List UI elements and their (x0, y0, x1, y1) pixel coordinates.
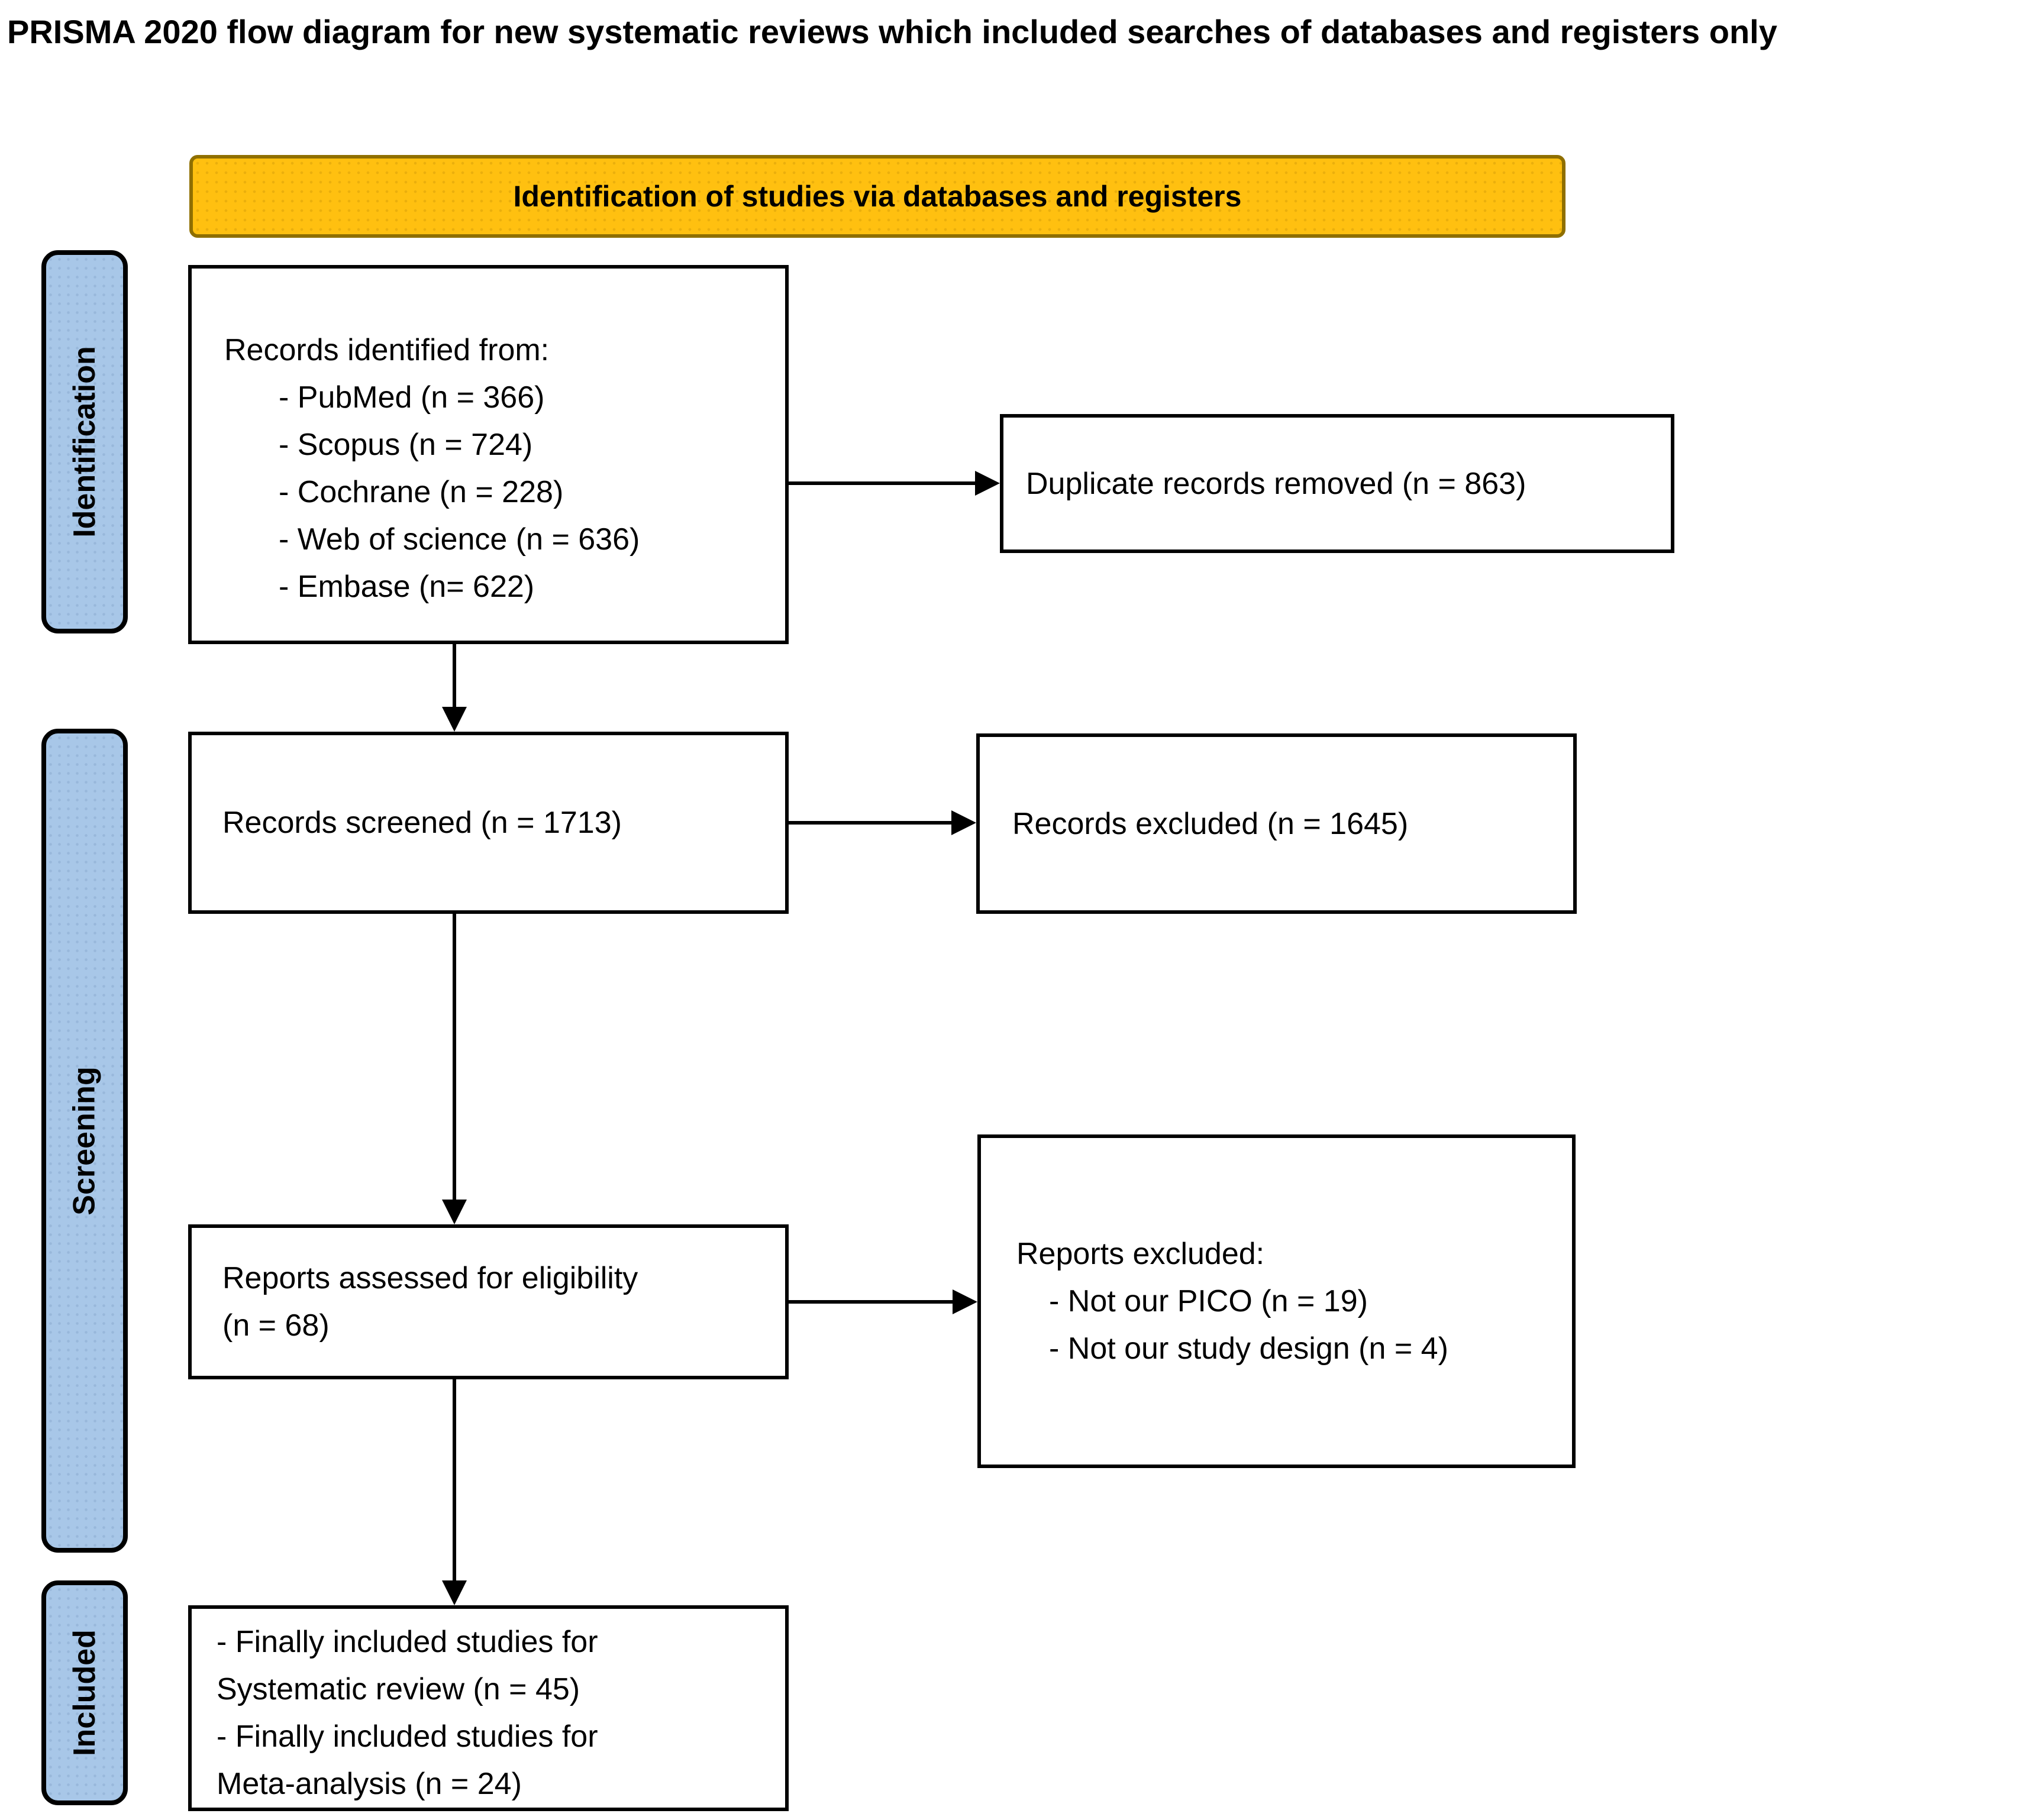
banner-identification-via-databases (189, 155, 1565, 238)
records-identified-item-wos: - Web of science (n = 636) (279, 522, 640, 557)
records-identified-item-cochrane: - Cochrane (n = 228) (279, 475, 564, 509)
banner-label: Identification of studies via databases and registers (513, 180, 1242, 213)
arrow-identified-to-duplicates-shaft (789, 481, 977, 485)
box-reports-assessed (188, 1224, 789, 1379)
included-studies-line-4: Meta-analysis (n = 24) (217, 1767, 522, 1801)
arrow-assessed-to-included-shaft (453, 1379, 456, 1582)
stage-label-included: Included (67, 1630, 102, 1756)
records-identified-item-embase: - Embase (n= 622) (279, 570, 535, 604)
arrow-screened-to-assessed-shaft (453, 914, 456, 1201)
stage-bar-screening (41, 729, 128, 1553)
stage-label-identification: Identification (67, 346, 102, 538)
reports-assessed-line-1: Reports assessed for eligibility (222, 1261, 638, 1295)
reports-excluded-title: Reports excluded: (1016, 1237, 1265, 1271)
reports-excluded-item-design: - Not our study design (n = 4) (1049, 1331, 1448, 1366)
box-records-excluded (976, 733, 1577, 914)
box-records-screened (188, 732, 789, 914)
stage-bar-identification (41, 250, 128, 633)
box-reports-excluded (977, 1134, 1576, 1468)
records-identified-title: Records identified from: (224, 333, 550, 367)
stage-bar-included (41, 1580, 128, 1805)
box-duplicates-removed (1000, 414, 1674, 553)
reports-assessed-line-2: (n = 68) (222, 1308, 330, 1343)
included-studies-line-2: Systematic review (n = 45) (217, 1672, 580, 1706)
records-screened-text: Records screened (n = 1713) (222, 806, 622, 840)
included-studies-line-3: - Finally included studies for (217, 1719, 598, 1754)
box-included-studies (188, 1605, 789, 1811)
arrow-identified-to-duplicates-head (975, 471, 1000, 496)
arrow-identified-to-screened-head (442, 707, 467, 732)
arrow-screened-to-excluded-head (951, 810, 976, 835)
arrow-assessed-to-reports-excluded-shaft (789, 1300, 953, 1304)
stage-label-screening: Screening (67, 1066, 102, 1216)
records-identified-item-pubmed: - PubMed (n = 366) (279, 380, 545, 415)
arrow-assessed-to-included-head (442, 1580, 467, 1605)
page-title: PRISMA 2020 flow diagram for new systematic reviews which included searches of databases and registers only (7, 13, 1777, 50)
arrow-identified-to-screened-shaft (453, 644, 456, 708)
duplicates-removed-text: Duplicate records removed (n = 863) (1026, 466, 1526, 501)
records-identified-item-scopus: - Scopus (n = 724) (279, 428, 533, 462)
included-studies-line-1: - Finally included studies for (217, 1625, 598, 1659)
records-excluded-text: Records excluded (n = 1645) (1012, 806, 1409, 841)
arrow-screened-to-excluded-shaft (789, 821, 954, 825)
box-records-identified (188, 265, 789, 644)
reports-excluded-item-pico: - Not our PICO (n = 19) (1049, 1284, 1368, 1318)
arrow-assessed-to-reports-excluded-head (953, 1289, 977, 1314)
arrow-screened-to-assessed-head (442, 1200, 467, 1224)
